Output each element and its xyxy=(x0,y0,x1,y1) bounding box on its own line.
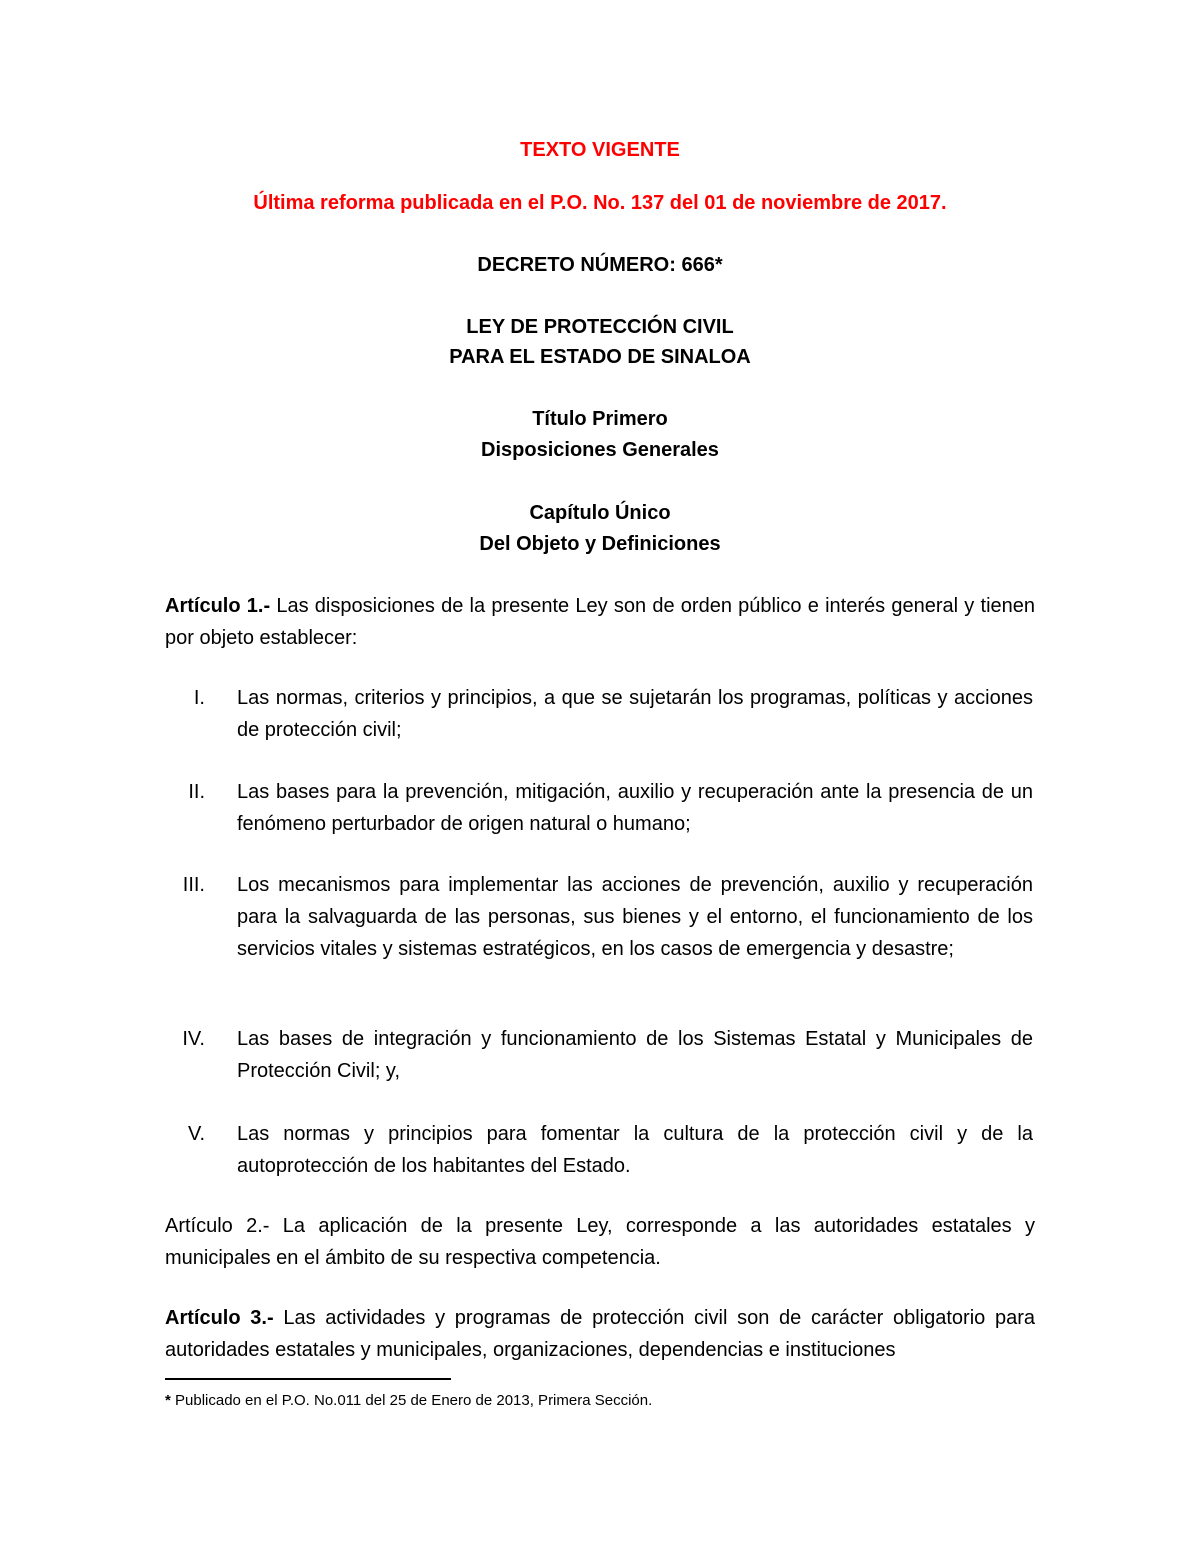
list-item-text: Las normas, criterios y principios, a que se sujetarán los programas, políticas y acciones de protección civil; xyxy=(237,687,1033,741)
list-item-number: III. xyxy=(182,874,205,896)
list-item-number: V. xyxy=(187,1123,205,1145)
article-1 xyxy=(165,590,1035,654)
law-title-line1: LEY DE PROTECCIÓN CIVIL xyxy=(466,316,734,338)
decree-heading: DECRETO NÚMERO: 666* xyxy=(477,254,723,276)
law-title-line2: PARA EL ESTADO DE SINALOA xyxy=(449,346,751,368)
article-3-label: Artículo 3.- xyxy=(165,1307,274,1329)
last-reform-heading: Última reforma publicada en el P.O. No. 137 del 01 de noviembre de 2017. xyxy=(253,192,947,214)
list-item-text: Las bases de integración y funcionamiento de los Sistemas Estatal y Municipales de Protección Civil; y, xyxy=(237,1028,1033,1082)
list-item-number: IV. xyxy=(182,1028,205,1050)
chapter-name: Del Objeto y Definiciones xyxy=(479,533,721,555)
title-label: Título Primero xyxy=(532,408,668,430)
list-item-text: Los mecanismos para implementar las acciones de prevención, auxilio y recuperación para la salvaguarda de las personas, sus bienes y el entorno, el funcionamiento de los servicios vitales y sistemas estratégicos, en los casos de emergencia y desastre; xyxy=(237,874,1033,960)
footnote-text: Publicado en el P.O. No.011 del 25 de Enero de 2013, Primera Sección. xyxy=(170,1392,653,1409)
article-1-text: Las disposiciones de la presente Ley son de orden público e interés general y tienen por objeto establecer: xyxy=(165,595,1035,649)
footnote xyxy=(165,1391,652,1411)
status-heading: TEXTO VIGENTE xyxy=(520,139,680,161)
title-name: Disposiciones Generales xyxy=(481,439,719,461)
list-item-text: Las bases para la prevención, mitigación, auxilio y recuperación ante la presencia de un fenómeno perturbador de origen natural o humano; xyxy=(237,781,1033,835)
article-3 xyxy=(165,1302,1035,1366)
article-3-text: Las actividades y programas de protección civil son de carácter obligatorio para autoridades estatales y municipales, organizaciones, dependencias e instituciones xyxy=(165,1307,1036,1361)
list-item-text: Las normas y principios para fomentar la cultura de la protección civil y de la autoprotección de los habitantes del Estado. xyxy=(237,1123,1033,1177)
list-item-number: I. xyxy=(193,687,205,709)
footnote-separator xyxy=(165,1378,451,1380)
list-item-number: II. xyxy=(188,781,205,803)
footnote-marker: * xyxy=(165,1392,171,1409)
article-2: Artículo 2.- La aplicación de la presente Ley, corresponde a las autoridades estatales y municipales en el ámbito de su respectiva competencia. xyxy=(165,1215,1035,1269)
article-1-label: Artículo 1.- xyxy=(165,595,271,617)
chapter-label: Capítulo Único xyxy=(529,502,671,524)
